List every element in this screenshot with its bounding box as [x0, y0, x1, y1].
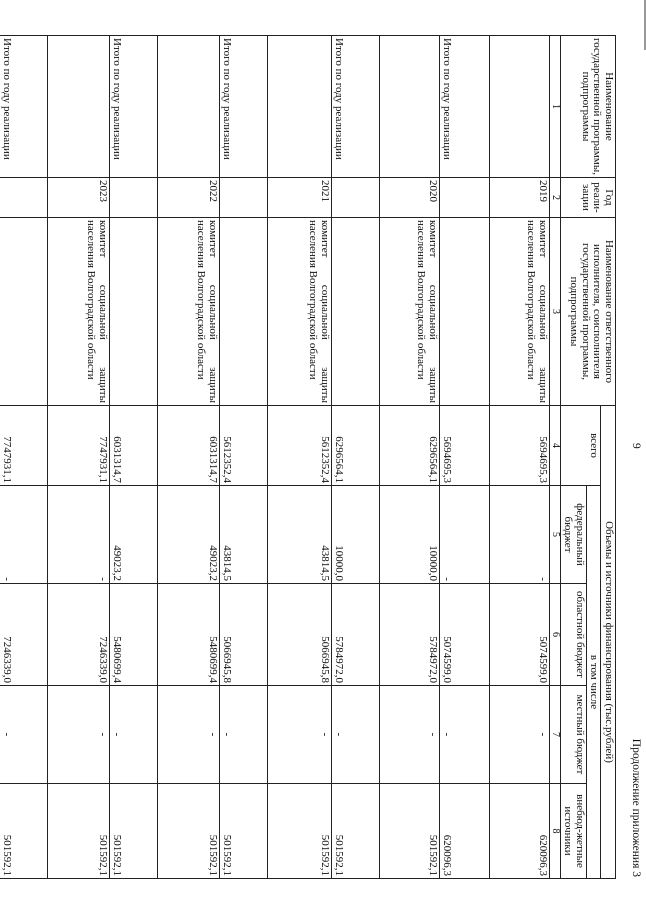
- cell-c6: 5480699,4: [110, 584, 158, 686]
- cell-c8: 620096,3: [490, 784, 550, 879]
- year-row: [48, 36, 110, 879]
- cell-c5: -: [440, 486, 490, 584]
- cell-c1: [158, 36, 220, 178]
- cell-c8: 501592,1: [110, 784, 158, 879]
- cell-c1: Итого по году реализации: [0, 36, 48, 178]
- cell-c2: 2020: [380, 178, 440, 218]
- cell-c7: -: [380, 686, 440, 784]
- cell-c1: Итого по году реализации: [440, 36, 490, 178]
- header-year: Год реали-зации: [561, 178, 616, 218]
- cell-c3: комитет социальной защиты населения Волгоградской области: [268, 218, 332, 406]
- header-executor: Наименование ответственного исполнителя, соисполнителя государственной программы, подпрограммы: [561, 218, 616, 406]
- cell-c7: -: [158, 686, 220, 784]
- col-number: 1: [550, 36, 561, 178]
- header-local: местный бюджет: [561, 686, 587, 784]
- cell-c4: 6031314,7: [110, 406, 158, 486]
- cell-c3: комитет социальной защиты населения Волгоградской области: [490, 218, 550, 406]
- cell-c6: 5074599,0: [490, 584, 550, 686]
- cell-c5: 43814,5: [220, 486, 268, 584]
- cell-c3: [0, 218, 48, 406]
- cell-c4: 5694695,3: [490, 406, 550, 486]
- cell-c3: [110, 218, 158, 406]
- cell-c5: -: [48, 486, 110, 584]
- year-row: [158, 36, 220, 879]
- cell-c8: 620096,3: [440, 784, 490, 879]
- cell-c5: 10000,0: [380, 486, 440, 584]
- year-row: [380, 36, 440, 879]
- financing-table: [0, 35, 616, 879]
- header-total: всего: [561, 406, 602, 486]
- cell-c2: [110, 178, 158, 218]
- cell-c2: [220, 178, 268, 218]
- cell-c7: -: [268, 686, 332, 784]
- total-row: [440, 36, 490, 879]
- cell-c1: [380, 36, 440, 178]
- cell-c3: [332, 218, 380, 406]
- cell-c2: [332, 178, 380, 218]
- cell-c2: 2023: [48, 178, 110, 218]
- header-name: Наименование государственной программы, подпрограммы: [561, 36, 616, 178]
- cell-c1: [490, 36, 550, 178]
- cell-c1: [268, 36, 332, 178]
- total-row: [0, 36, 48, 879]
- year-row: [268, 36, 332, 879]
- cell-c3: комитет социальной защиты населения Волгоградской области: [48, 218, 110, 406]
- cell-c7: -: [220, 686, 268, 784]
- header-federal: федеральный бюджет: [561, 486, 587, 584]
- header-financing: Объемы и источники финансирования (тыс.рублей): [601, 406, 616, 879]
- total-row: [110, 36, 158, 879]
- cell-c2: [440, 178, 490, 218]
- cell-c7: -: [440, 686, 490, 784]
- cell-c1: Итого по году реализации: [110, 36, 158, 178]
- cell-c1: [48, 36, 110, 178]
- cell-c4: 5694695,3: [440, 406, 490, 486]
- col-number: 8: [550, 784, 561, 879]
- cell-c5: -: [0, 486, 48, 584]
- continuation-note: Продолжение приложения 3: [630, 738, 642, 877]
- cell-c8: 501592,1: [380, 784, 440, 879]
- col-number: 3: [550, 218, 561, 406]
- cell-c8: 501592,1: [268, 784, 332, 879]
- cell-c6: 5480699,4: [158, 584, 220, 686]
- cell-c6: 5074599,0: [440, 584, 490, 686]
- cell-c4: 6031314,7: [158, 406, 220, 486]
- page-number: 9: [630, 443, 642, 449]
- cell-c3: комитет социальной защиты населения Волгоградской области: [158, 218, 220, 406]
- total-row: [332, 36, 380, 879]
- cell-c8: 501592,1: [158, 784, 220, 879]
- cell-c4: 6296564,1: [332, 406, 380, 486]
- cell-c1: Итого по году реализации: [332, 36, 380, 178]
- cell-c3: [220, 218, 268, 406]
- column-numbers-row: [550, 36, 561, 879]
- cell-c6: 5784972,0: [380, 584, 440, 686]
- cell-c3: [440, 218, 490, 406]
- col-number: 2: [550, 178, 561, 218]
- header-extrabudget: внебюд-жетные источники: [561, 784, 587, 879]
- cell-c7: -: [110, 686, 158, 784]
- total-row: [220, 36, 268, 879]
- cell-c3: комитет социальной защиты населения Волгоградской области: [380, 218, 440, 406]
- cell-c4: 7747931,1: [0, 406, 48, 486]
- cell-c5: 43814,5: [268, 486, 332, 584]
- cell-c7: -: [332, 686, 380, 784]
- cell-c7: -: [0, 686, 48, 784]
- cell-c4: 6296564,1: [380, 406, 440, 486]
- cell-c2: 2021: [268, 178, 332, 218]
- table-body: [0, 36, 550, 879]
- cell-c6: 5066945,8: [268, 584, 332, 686]
- col-number: 6: [550, 584, 561, 686]
- cell-c4: 5612352,4: [268, 406, 332, 486]
- cell-c6: 7246339,0: [48, 584, 110, 686]
- header-including: в том числе: [587, 486, 602, 879]
- cell-c5: 49023,2: [158, 486, 220, 584]
- cell-c2: 2022: [158, 178, 220, 218]
- cell-c8: 501592,1: [332, 784, 380, 879]
- cell-c5: -: [490, 486, 550, 584]
- cell-c2: 2019: [490, 178, 550, 218]
- col-number: 4: [550, 406, 561, 486]
- cell-c7: -: [48, 686, 110, 784]
- cell-c8: 501592,1: [48, 784, 110, 879]
- cell-c6: 5784972,0: [332, 584, 380, 686]
- cell-c8: 501592,1: [0, 784, 48, 879]
- cell-c7: -: [490, 686, 550, 784]
- year-row: [490, 36, 550, 879]
- cell-c4: 7747931,1: [48, 406, 110, 486]
- cell-c5: 49023,2: [110, 486, 158, 584]
- cell-c6: 5066945,8: [220, 584, 268, 686]
- cell-c2: [0, 178, 48, 218]
- col-number: 5: [550, 486, 561, 584]
- cell-c1: Итого по году реализации: [220, 36, 268, 178]
- cell-c4: 5612352,4: [220, 406, 268, 486]
- cell-c5: 10000,0: [332, 486, 380, 584]
- cell-c8: 501592,1: [220, 784, 268, 879]
- cell-c6: 7246339,0: [0, 584, 48, 686]
- header-regional: областной бюджет: [561, 584, 587, 686]
- col-number: 7: [550, 686, 561, 784]
